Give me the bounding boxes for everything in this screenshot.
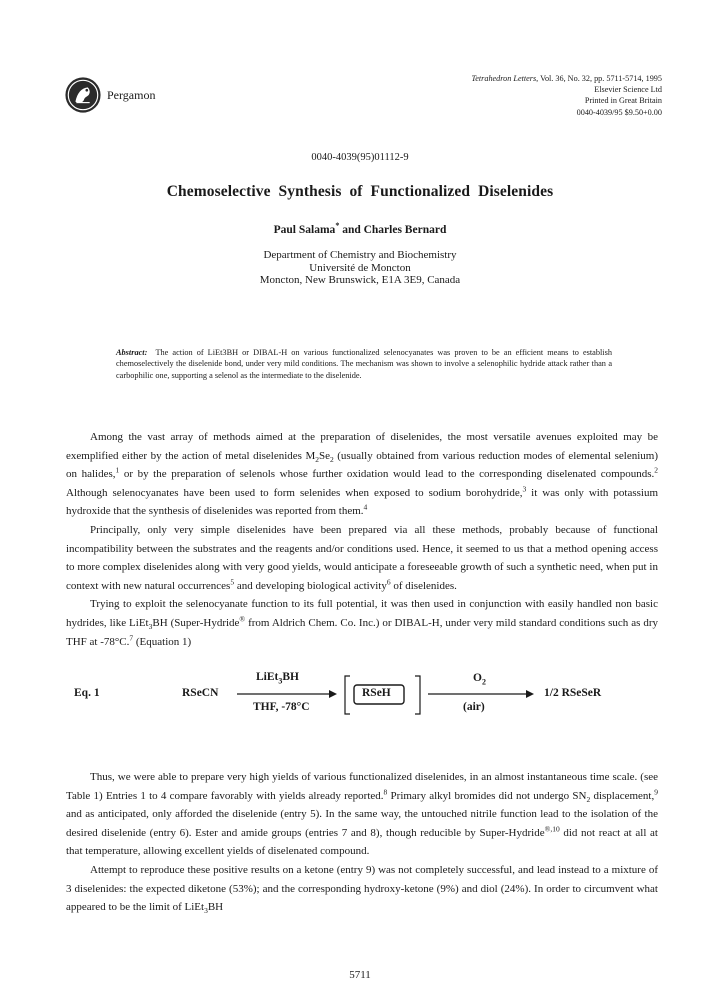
text-run: Although selenocyanates have been used to form selenides when exposed to sodium borohydride,	[66, 486, 523, 499]
affiliation-address: Moncton, New Brunswick, E1A 3E9, Canada	[259, 274, 461, 286]
reference-mark: 9	[654, 786, 658, 796]
oxidant	[473, 672, 486, 686]
reference-mark: ,10	[550, 824, 560, 834]
text-run: it was only with potassium hydroxide that the synthesis of diselenides was reported from them.	[66, 486, 658, 518]
journal-citation	[471, 73, 662, 84]
paragraph-2	[66, 521, 658, 595]
paragraph-3	[66, 595, 658, 651]
text-run: and developing biological activity	[234, 579, 387, 592]
article-title: Chemoselective Synthesis of Functionalized Diselenides	[166, 183, 554, 200]
text-run: (usually obtained from various reduction modes of elemental selenium) on halides,	[66, 449, 658, 481]
doi-line: 0040-4039(95)01112-9	[311, 152, 409, 163]
abstract-label: Abstract:	[116, 348, 148, 357]
author-primary: Paul Salama	[273, 223, 336, 236]
citation-details: , Vol. 36, No. 32, pp. 5711-5714, 1995	[536, 74, 662, 83]
reagent-text: BH	[282, 671, 299, 683]
text-run: Among the vast array of methods aimed at the preparation of diselenides, the most versatile avenues exploited may be exemplified either by the action of metal diselenides M	[66, 431, 658, 462]
reference-mark: 4	[363, 502, 368, 512]
subscript: 2	[330, 454, 334, 464]
oxidant-subscript: 2	[481, 677, 486, 687]
affiliation-university: Université de Moncton	[309, 261, 411, 274]
reaction-conditions: THF, -78°C	[253, 701, 310, 713]
subscript: 3	[204, 906, 208, 916]
body-text-lower	[66, 768, 658, 917]
text-run: (Equation 1)	[133, 635, 192, 648]
subscript: 2	[315, 454, 319, 464]
text-run: and as anticipated, only afforded the diselenide (entry 5). In the same way, the untouched nitrile function lead to the isolation of the desired diselenide (entry 6). Ester and amide groups (entries 7 and 8), though reducible by Super-Hydride	[66, 808, 658, 839]
left-bracket	[345, 676, 350, 714]
text-run: Thus, we were able to prepare very high yields of various functionalized diselenides, in an almost instantaneous time scale. (see Table 1) Entries 1 to 4 compare favorably with yields already reported.	[66, 771, 658, 802]
text-run: Attempt to reproduce these positive results on a ketone (entry 9) was not completely successful, and lead instead to a mixture of 3 diselenides: the expected diketone (53%); and the corresponding hydroxy-ketone (9%) and diol (24%). In order to circumvent what appeared to be the limit of LiEt	[66, 863, 658, 914]
oxidant-text: O	[473, 672, 482, 684]
corresponding-author-mark: *	[335, 221, 340, 230]
pergamon-logo-icon	[64, 76, 102, 114]
text-run: BH	[207, 901, 224, 914]
paragraph-5	[66, 861, 658, 917]
text-run: of diselenides.	[390, 579, 457, 592]
paragraph-1	[66, 428, 658, 521]
registered-mark: ®	[544, 824, 551, 834]
intermediate: RSeH	[362, 687, 391, 699]
body-text-upper	[66, 428, 658, 651]
abstract	[116, 347, 612, 381]
affiliation-block	[0, 249, 720, 287]
right-bracket	[415, 676, 420, 714]
page-number: 5711	[349, 969, 371, 981]
equation-1	[66, 668, 658, 728]
journal-citation-block	[471, 73, 662, 118]
paragraph-4	[66, 768, 658, 861]
oxidant-note: (air)	[463, 701, 485, 713]
publisher-name: Pergamon	[107, 88, 156, 102]
text-run: Primary alkyl bromides did not undergo SN	[387, 789, 587, 802]
arrow-head-1	[329, 690, 337, 698]
printed-line: Printed in Great Britain	[584, 96, 662, 106]
issn-price-line: 0040-4039/95 $9.50+0.00	[576, 107, 662, 117]
reagent-subscript: 3	[278, 676, 283, 686]
journal-name: Tetrahedron Letters	[471, 74, 537, 83]
registered-mark: ®	[239, 614, 246, 624]
reference-mark: 2	[654, 465, 658, 475]
reagent-text: LiEt	[256, 671, 279, 683]
text-run: Se	[319, 449, 330, 462]
subscript: 2	[586, 794, 591, 804]
reactant: RSeCN	[182, 687, 219, 699]
subscript: 3	[148, 622, 153, 632]
reference-mark: 1	[115, 465, 120, 475]
author-line	[0, 221, 720, 236]
text-run: did not react at all at that temperature, allowing excellent yields of diselenated compound.	[66, 826, 658, 858]
reference-mark: 6	[386, 577, 391, 587]
reference-mark: 3	[522, 484, 527, 494]
text-run: Trying to exploit the selenocyanate function to its full potential, it was then used in conjunction with easily handled non basic hydrides, like LiEt	[66, 598, 658, 629]
reference-mark: 8	[383, 786, 388, 796]
reagent	[256, 671, 299, 685]
product: 1/2 RSeSeR	[544, 687, 602, 699]
copyright-line: Elsevier Science Ltd	[594, 85, 662, 95]
text-run: BH (Super-Hydride	[152, 616, 240, 629]
affiliation-department: Department of Chemistry and Biochemistry	[263, 249, 457, 261]
text-run: or by the preparation of selenols whose further oxidation would lead to the corresponding diselenated compounds.	[119, 468, 655, 481]
author-secondary: and Charles Bernard	[339, 223, 447, 236]
reference-mark: 7	[129, 632, 134, 642]
reference-mark: 5	[230, 577, 235, 587]
equation-label: Eq. 1	[74, 687, 100, 699]
abstract-text: The action of LiEt3BH or DIBAL-H on various functionalized selenocyanates was proven to be an efficient means to establish chemoselectively the diselenide bond, under very mild conditions. The mechanism was shown to involve a selenophilic hydride attack rather than a carbophilic one, supporting a selenol as the intermediate to the diselenide.	[116, 348, 612, 380]
text-run: displacement,	[590, 789, 655, 802]
arrow-head-2	[526, 690, 534, 698]
text-run: from Aldrich Chem. Co. Inc.) or DIBAL-H, under very mild standard conditions such as dry THF at -78°C.	[66, 616, 658, 648]
text-run: Principally, only very simple diselenides have been prepared via all these methods, probably because of functional incompatibility between the substrates and the reagents and/or conditions used. Hence, it seemed to us that a method opening access to more complex diselenides along with very good yields, would anticipate a foreseeable growth of such a synthetic need, when put in context with new natural occurrences	[66, 523, 658, 592]
